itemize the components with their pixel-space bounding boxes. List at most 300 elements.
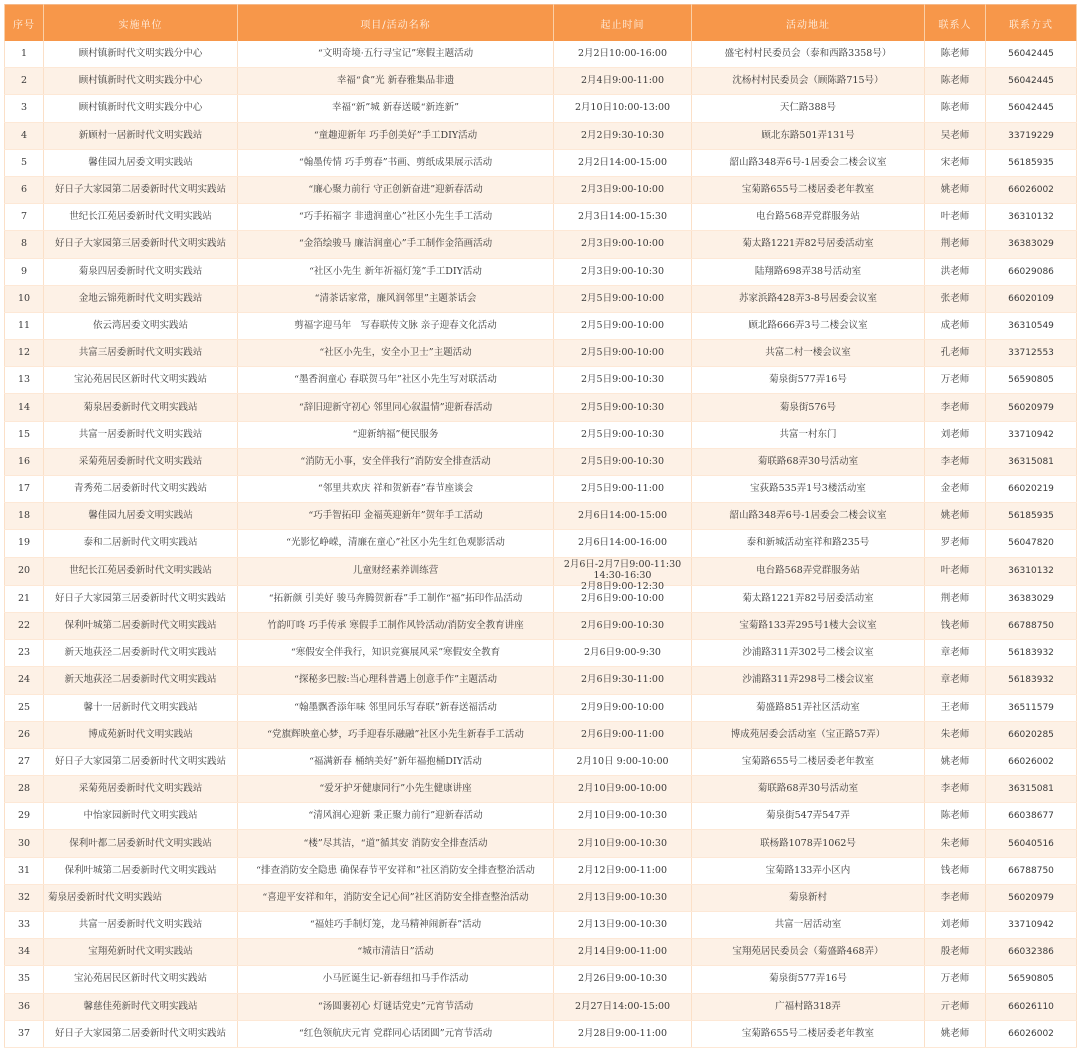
cell-serial-no: 4 [5, 122, 44, 149]
cell-phone: 36315081 [986, 776, 1077, 803]
cell-unit: 顾村镇新时代文明实践分中心 [44, 41, 238, 68]
cell-phone: 36511579 [986, 694, 1077, 721]
cell-address: 菊泉街577弄16号 [692, 367, 925, 394]
cell-time: 2月5日9:00-10:30 [554, 394, 692, 421]
cell-phone: 36315081 [986, 448, 1077, 475]
table-row [5, 912, 1077, 939]
cell-activity-name: “翰墨飘香添年味 邻里同乐写春联”新春送福活动 [238, 694, 554, 721]
cell-unit: 采菊苑居委新时代文明实践站 [44, 776, 238, 803]
cell-time: 2月10日 9:00-10:00 [554, 748, 692, 775]
cell-phone: 36383029 [986, 585, 1077, 612]
cell-phone: 33710942 [986, 421, 1077, 448]
cell-serial-no: 17 [5, 476, 44, 503]
cell-unit: 好日子大家园第二居委新时代文明实践站 [44, 176, 238, 203]
cell-contact-person: 李老师 [925, 884, 986, 911]
cell-unit: 新天地荻泾二居委新时代文明实践站 [44, 640, 238, 667]
cell-unit: 保利叶城第二居委新时代文明实践站 [44, 857, 238, 884]
cell-activity-name: 幸福“新”城 新春送暖“新连新” [238, 95, 554, 122]
table-row [5, 776, 1077, 803]
cell-contact-person: 王老师 [925, 694, 986, 721]
cell-activity-name: “翰墨传情 巧手剪春”书画、剪纸成果展示活动 [238, 149, 554, 176]
cell-address: 共富二村一楼会议室 [692, 340, 925, 367]
cell-contact-person: 叶老师 [925, 204, 986, 231]
cell-time: 2月9日9:00-10:00 [554, 694, 692, 721]
cell-serial-no: 35 [5, 966, 44, 993]
table-header-row [5, 5, 1077, 42]
cell-time: 2月27日14:00-15:00 [554, 993, 692, 1020]
cell-activity-name: “巧手拓福字 非遗润童心”社区小先生手工活动 [238, 204, 554, 231]
cell-unit: 宝翔苑新时代文明实践站 [44, 939, 238, 966]
table-row [5, 176, 1077, 203]
cell-phone: 36310549 [986, 312, 1077, 339]
cell-phone: 56047820 [986, 530, 1077, 557]
cell-address: 韶山路348弄6号-1居委会二楼会议室 [692, 149, 925, 176]
table-row [5, 95, 1077, 122]
table-row [5, 340, 1077, 367]
cell-time: 2月6日9:00-10:00 [554, 585, 692, 612]
cell-activity-name: “廉心聚力前行 守正创新奋进”迎新春活动 [238, 176, 554, 203]
cell-phone: 66029086 [986, 258, 1077, 285]
cell-unit: 依云湾居委文明实践站 [44, 312, 238, 339]
table-row [5, 667, 1077, 694]
cell-activity-name: “福娃巧手制灯笼，龙马精神闹新春”活动 [238, 912, 554, 939]
cell-time: 2月3日9:00-10:00 [554, 231, 692, 258]
cell-contact-person: 洪老师 [925, 258, 986, 285]
cell-address: 电台路568弄党群服务站 [692, 557, 925, 585]
cell-time: 2月28日9:00-11:00 [554, 1020, 692, 1047]
cell-activity-name: “楼”尽其洁，“道”循其安 消防安全排查活动 [238, 830, 554, 857]
table-row [5, 1020, 1077, 1047]
cell-address: 宝菊路655号二楼居委老年教室 [692, 748, 925, 775]
cell-address: 韶山路348弄6号-1居委会二楼会议室 [692, 503, 925, 530]
cell-time: 2月2日9:30-10:30 [554, 122, 692, 149]
cell-address: 苏家浜路428弄3-8号居委会议室 [692, 285, 925, 312]
cell-serial-no: 6 [5, 176, 44, 203]
cell-activity-name: “寒假安全伴我行，知识竞赛展风采”寒假安全教育 [238, 640, 554, 667]
cell-address: 沙浦路311弄298号二楼会议室 [692, 667, 925, 694]
table-row [5, 966, 1077, 993]
cell-unit: 共富三居委新时代文明实践站 [44, 340, 238, 367]
table-row [5, 694, 1077, 721]
cell-unit: 顾村镇新时代文明实践分中心 [44, 95, 238, 122]
cell-serial-no: 11 [5, 312, 44, 339]
time-line: 14:30-16:30 [593, 569, 652, 581]
table-row [5, 149, 1077, 176]
cell-contact-person: 姚老师 [925, 748, 986, 775]
cell-contact-person: 成老师 [925, 312, 986, 339]
cell-activity-name: “党旗辉映童心梦，巧手迎春乐融融”社区小先生新春手工活动 [238, 721, 554, 748]
cell-time: 2月6日9:00-11:00 [554, 721, 692, 748]
cell-unit: 宝沁苑居民区新时代文明实践站 [44, 367, 238, 394]
cell-contact-person: 陈老师 [925, 803, 986, 830]
cell-phone: 66032386 [986, 939, 1077, 966]
cell-contact-person: 叶老师 [925, 557, 986, 585]
cell-activity-name: “喜迎平安祥和年，消防安全记心间”社区消防安全排查整治活动 [238, 884, 554, 911]
cell-activity-name: “探秘多巴胺:当心理科普遇上创意手作”主题活动 [238, 667, 554, 694]
cell-activity-name: “福满新春 桶纳美好”新年福抱桶DIY活动 [238, 748, 554, 775]
table-row [5, 557, 1077, 585]
cell-serial-no: 2 [5, 68, 44, 95]
cell-unit: 保利叶都二居委新时代文明实践站 [44, 830, 238, 857]
cell-activity-name: “清茶话家常，廉风润邻里”主题茶话会 [238, 285, 554, 312]
cell-serial-no: 28 [5, 776, 44, 803]
cell-contact-person: 姚老师 [925, 503, 986, 530]
cell-address: 盛宅村村民委员会（泰和西路3358号） [692, 41, 925, 68]
header-phone: 联系方式 [986, 5, 1077, 42]
cell-address: 菊联路68弄30号活动室 [692, 448, 925, 475]
cell-phone: 56183932 [986, 667, 1077, 694]
cell-serial-no: 33 [5, 912, 44, 939]
cell-activity-name: “邻里共欢庆 祥和贺新春”春节座谈会 [238, 476, 554, 503]
cell-time: 2月26日9:00-10:30 [554, 966, 692, 993]
cell-serial-no: 12 [5, 340, 44, 367]
cell-serial-no: 15 [5, 421, 44, 448]
cell-address: 宝菊路655号二楼居委老年教室 [692, 176, 925, 203]
cell-address: 博成苑居委会活动室（宝正路57弄） [692, 721, 925, 748]
table-row [5, 993, 1077, 1020]
cell-serial-no: 9 [5, 258, 44, 285]
cell-phone: 66038677 [986, 803, 1077, 830]
cell-unit: 保利叶城第二居委新时代文明实践站 [44, 612, 238, 639]
cell-phone: 36310132 [986, 557, 1077, 585]
cell-activity-name: “拓新颜 引美好 骏马奔腾贺新春”手工制作“福”拓印作品活动 [238, 585, 554, 612]
cell-activity-name: “童趣迎新年 巧手创美好”手工DIY活动 [238, 122, 554, 149]
cell-phone: 56020979 [986, 394, 1077, 421]
cell-time: 2月5日9:00-10:00 [554, 340, 692, 367]
cell-serial-no: 24 [5, 667, 44, 694]
cell-address: 菊泉新村 [692, 884, 925, 911]
cell-address: 宝菊路133弄小区内 [692, 857, 925, 884]
cell-serial-no: 29 [5, 803, 44, 830]
table-row [5, 612, 1077, 639]
cell-unit: 世纪长江苑居委新时代文明实践站 [44, 557, 238, 585]
cell-address: 菊泉街577弄16号 [692, 966, 925, 993]
cell-unit: 采菊苑居委新时代文明实践站 [44, 448, 238, 475]
cell-contact-person: 金老师 [925, 476, 986, 503]
cell-contact-person: 荆老师 [925, 231, 986, 258]
cell-activity-name: “爱牙护牙健康同行”小先生健康讲座 [238, 776, 554, 803]
cell-activity-name: “金箔绘骏马 廉洁润童心”手工制作金箔画活动 [238, 231, 554, 258]
cell-serial-no: 19 [5, 530, 44, 557]
cell-serial-no: 10 [5, 285, 44, 312]
cell-contact-person: 宋老师 [925, 149, 986, 176]
cell-time: 2月6日9:30-11:00 [554, 667, 692, 694]
cell-unit: 新天地荻泾二居委新时代文明实践站 [44, 667, 238, 694]
table-row [5, 939, 1077, 966]
cell-time: 2月3日9:00-10:30 [554, 258, 692, 285]
cell-address: 电台路568弄党群服务站 [692, 204, 925, 231]
cell-activity-name: “巧手智拓印 金福英迎新年”贺年手工活动 [238, 503, 554, 530]
cell-phone: 56042445 [986, 41, 1077, 68]
cell-phone: 66020285 [986, 721, 1077, 748]
table-row [5, 448, 1077, 475]
activity-schedule-table-container [4, 4, 1076, 1048]
cell-time: 2月13日9:00-10:30 [554, 912, 692, 939]
cell-phone: 56185935 [986, 149, 1077, 176]
table-row [5, 857, 1077, 884]
table-row [5, 503, 1077, 530]
cell-phone: 66026002 [986, 176, 1077, 203]
cell-serial-no: 31 [5, 857, 44, 884]
cell-activity-name: “消防无小事，安全伴我行”消防安全排查活动 [238, 448, 554, 475]
cell-phone: 66026110 [986, 993, 1077, 1020]
table-row [5, 394, 1077, 421]
cell-phone: 56183932 [986, 640, 1077, 667]
cell-address: 菊联路68弄30号活动室 [692, 776, 925, 803]
cell-activity-name: “社区小先生 新年祈福灯笼”手工DIY活动 [238, 258, 554, 285]
cell-activity-name: “清风润心迎新 秉正聚力前行”迎新春活动 [238, 803, 554, 830]
cell-time: 2月2日10:00-16:00 [554, 41, 692, 68]
cell-time: 2月10日9:00-10:30 [554, 830, 692, 857]
cell-activity-name: “辞旧迎新守初心 邻里同心叙温情”迎新春活动 [238, 394, 554, 421]
cell-contact-person: 罗老师 [925, 530, 986, 557]
cell-time: 2月12日9:00-11:00 [554, 857, 692, 884]
cell-unit: 青秀苑二居委新时代文明实践站 [44, 476, 238, 503]
cell-serial-no: 25 [5, 694, 44, 721]
cell-activity-name: 小马匠诞生记-新春纽扣马手作活动 [238, 966, 554, 993]
cell-serial-no: 5 [5, 149, 44, 176]
cell-address: 共富一村东门 [692, 421, 925, 448]
cell-unit: 菊泉四居委新时代文明实践站 [44, 258, 238, 285]
cell-serial-no: 1 [5, 41, 44, 68]
cell-contact-person: 朱老师 [925, 721, 986, 748]
cell-time: 2月14日9:00-11:00 [554, 939, 692, 966]
header-unit: 实施单位 [44, 5, 238, 42]
cell-time: 2月6日9:00-10:30 [554, 612, 692, 639]
cell-unit: 馨佳园九居委文明实践站 [44, 149, 238, 176]
cell-serial-no: 16 [5, 448, 44, 475]
cell-address: 天仁路388号 [692, 95, 925, 122]
cell-activity-name: 幸福“食”光 新春雅集品非遗 [238, 68, 554, 95]
table-row [5, 68, 1077, 95]
cell-time: 2月5日9:00-10:30 [554, 421, 692, 448]
cell-time [554, 557, 692, 592]
cell-contact-person: 章老师 [925, 640, 986, 667]
cell-phone: 66020109 [986, 285, 1077, 312]
cell-contact-person: 孔老师 [925, 340, 986, 367]
cell-time: 2月3日9:00-10:00 [554, 176, 692, 203]
cell-phone: 36383029 [986, 231, 1077, 258]
cell-unit: 顾村镇新时代文明实践分中心 [44, 68, 238, 95]
table-row [5, 640, 1077, 667]
cell-address: 宝荻路535弄1号3楼活动室 [692, 476, 925, 503]
cell-address: 菊泉街547弄547弄 [692, 803, 925, 830]
table-row [5, 830, 1077, 857]
cell-contact-person: 亓老师 [925, 993, 986, 1020]
cell-contact-person: 李老师 [925, 394, 986, 421]
cell-phone: 66026002 [986, 1020, 1077, 1047]
cell-address: 菊盛路851弄社区活动室 [692, 694, 925, 721]
table-row [5, 585, 1077, 612]
cell-time: 2月6日14:00-16:00 [554, 530, 692, 557]
cell-time: 2月10日9:00-10:00 [554, 776, 692, 803]
activity-schedule-table [4, 4, 1077, 1048]
cell-address: 宝菊路133弄295号1楼大会议室 [692, 612, 925, 639]
table-row [5, 421, 1077, 448]
cell-contact-person: 万老师 [925, 367, 986, 394]
cell-serial-no: 14 [5, 394, 44, 421]
cell-unit: 好日子大家园第三居委新时代文明实践站 [44, 585, 238, 612]
cell-activity-name: 儿童财经素养训练营 [238, 557, 554, 585]
cell-address: 泰和新城活动室祥和路235号 [692, 530, 925, 557]
cell-serial-no: 3 [5, 95, 44, 122]
cell-serial-no: 21 [5, 585, 44, 612]
cell-contact-person: 陈老师 [925, 95, 986, 122]
cell-serial-no: 23 [5, 640, 44, 667]
cell-serial-no: 34 [5, 939, 44, 966]
table-row [5, 367, 1077, 394]
table-row [5, 884, 1077, 911]
cell-unit: 新顾村一居新时代文明实践站 [44, 122, 238, 149]
cell-activity-name: 竹韵叮咚 巧手传承 寒假手工制作风铃活动/消防安全教育讲座 [238, 612, 554, 639]
table-row [5, 748, 1077, 775]
cell-phone: 66020219 [986, 476, 1077, 503]
cell-phone: 66026002 [986, 748, 1077, 775]
cell-contact-person: 章老师 [925, 667, 986, 694]
cell-unit: 菊泉居委新时代文明实践站 [44, 394, 238, 421]
cell-time: 2月5日9:00-10:00 [554, 312, 692, 339]
cell-activity-name: “红色领航庆元宵 党群同心话团圆”元宵节活动 [238, 1020, 554, 1047]
cell-phone: 36310132 [986, 204, 1077, 231]
cell-phone: 56042445 [986, 68, 1077, 95]
cell-phone: 33719229 [986, 122, 1077, 149]
cell-contact-person: 吴老师 [925, 122, 986, 149]
cell-contact-person: 陈老师 [925, 68, 986, 95]
cell-phone: 66788750 [986, 857, 1077, 884]
cell-phone: 33710942 [986, 912, 1077, 939]
cell-serial-no: 7 [5, 204, 44, 231]
cell-contact-person: 荆老师 [925, 585, 986, 612]
time-line: 2月6日-2月7日9:00-11:30 [563, 558, 682, 570]
table-row [5, 721, 1077, 748]
cell-time: 2月5日9:00-10:00 [554, 285, 692, 312]
cell-contact-person: 陈老师 [925, 41, 986, 68]
cell-address: 顾北路666弄3号二楼会议室 [692, 312, 925, 339]
cell-contact-person: 钱老师 [925, 857, 986, 884]
cell-activity-name: “汤圆裹初心 灯谜话党史”元宵节活动 [238, 993, 554, 1020]
cell-time: 2月10日9:00-10:30 [554, 803, 692, 830]
table-row [5, 285, 1077, 312]
cell-serial-no: 22 [5, 612, 44, 639]
table-row [5, 476, 1077, 503]
cell-unit: 世纪长江苑居委新时代文明实践站 [44, 204, 238, 231]
table-row [5, 312, 1077, 339]
cell-address: 宝菊路655号二楼居委老年教室 [692, 1020, 925, 1047]
table-row [5, 258, 1077, 285]
cell-unit: 馨十一居新时代文明实践站 [44, 694, 238, 721]
cell-phone: 33712553 [986, 340, 1077, 367]
cell-address: 陆翔路698弄38号活动室 [692, 258, 925, 285]
cell-phone: 66788750 [986, 612, 1077, 639]
cell-serial-no: 30 [5, 830, 44, 857]
cell-activity-name: “光影忆峥嵘，清廉在童心”社区小先生红色观影活动 [238, 530, 554, 557]
cell-contact-person: 朱老师 [925, 830, 986, 857]
cell-serial-no: 8 [5, 231, 44, 258]
cell-address: 广福村路318弄 [692, 993, 925, 1020]
cell-unit: 共富一居委新时代文明实践站 [44, 421, 238, 448]
table-row [5, 530, 1077, 557]
header-serial-no: 序号 [5, 5, 44, 42]
table-row [5, 803, 1077, 830]
cell-unit: 馨佳园九居委文明实践站 [44, 503, 238, 530]
cell-contact-person: 姚老师 [925, 176, 986, 203]
cell-serial-no: 32 [5, 884, 44, 911]
cell-activity-name: 剪福字迎马年 写春联传文脉 亲子迎春文化活动 [238, 312, 554, 339]
cell-serial-no: 36 [5, 993, 44, 1020]
cell-phone: 56042445 [986, 95, 1077, 122]
cell-contact-person: 李老师 [925, 776, 986, 803]
header-activity-name: 项目/活动名称 [238, 5, 554, 42]
cell-serial-no: 27 [5, 748, 44, 775]
cell-address: 宝翔苑居民委员会（菊盛路468弄） [692, 939, 925, 966]
cell-time: 2月13日9:00-10:30 [554, 884, 692, 911]
cell-contact-person: 钱老师 [925, 612, 986, 639]
cell-address: 联杨路1078弄1062号 [692, 830, 925, 857]
cell-time: 2月4日9:00-11:00 [554, 68, 692, 95]
cell-time: 2月10日10:00-13:00 [554, 95, 692, 122]
cell-time: 2月3日14:00-15:30 [554, 204, 692, 231]
cell-activity-name: “社区小先生，安全小卫士”主题活动 [238, 340, 554, 367]
cell-address: 菊太路1221弄82号居委活动室 [692, 585, 925, 612]
table-body [5, 41, 1077, 1047]
cell-unit: 中怡家园新时代文明实践站 [44, 803, 238, 830]
cell-serial-no: 18 [5, 503, 44, 530]
table-row [5, 231, 1077, 258]
cell-contact-person: 李老师 [925, 448, 986, 475]
cell-phone: 56590805 [986, 367, 1077, 394]
header-address: 活动地址 [692, 5, 925, 42]
multi-line-time [556, 558, 689, 592]
cell-unit: 菊泉居委新时代文明实践站 [44, 884, 238, 911]
cell-phone: 56185935 [986, 503, 1077, 530]
cell-contact-person: 张老师 [925, 285, 986, 312]
cell-contact-person: 姚老师 [925, 1020, 986, 1047]
cell-unit: 宝沁苑居民区新时代文明实践站 [44, 966, 238, 993]
cell-serial-no: 37 [5, 1020, 44, 1047]
cell-time: 2月5日9:00-10:30 [554, 448, 692, 475]
cell-activity-name: “文明奇境·五行寻宝记”寒假主题活动 [238, 41, 554, 68]
table-row [5, 122, 1077, 149]
cell-address: 菊泉街576号 [692, 394, 925, 421]
cell-contact-person: 殷老师 [925, 939, 986, 966]
cell-serial-no: 20 [5, 557, 44, 585]
cell-unit: 共富一居委新时代文明实践站 [44, 912, 238, 939]
table-row [5, 41, 1077, 68]
cell-phone: 56040516 [986, 830, 1077, 857]
cell-unit: 好日子大家园第二居委新时代文明实践站 [44, 1020, 238, 1047]
cell-contact-person: 刘老师 [925, 421, 986, 448]
cell-unit: 金地云锦苑新时代文明实践站 [44, 285, 238, 312]
table-row [5, 204, 1077, 231]
cell-unit: 泰和二居新时代文明实践站 [44, 530, 238, 557]
cell-contact-person: 刘老师 [925, 912, 986, 939]
cell-activity-name: “排查消防安全隐患 确保春节平安祥和”社区消防安全排查整治活动 [238, 857, 554, 884]
cell-address: 菊太路1221弄82号居委活动室 [692, 231, 925, 258]
cell-time: 2月6日14:00-15:00 [554, 503, 692, 530]
cell-unit: 馨慈佳苑新时代文明实践站 [44, 993, 238, 1020]
time-line: 2月8日9:00-12:30 [580, 580, 664, 592]
cell-activity-name: “墨香润童心 春联贺马年”社区小先生写对联活动 [238, 367, 554, 394]
cell-activity-name: “迎新纳福”便民服务 [238, 421, 554, 448]
cell-serial-no: 13 [5, 367, 44, 394]
cell-unit: 博成苑新时代文明实践站 [44, 721, 238, 748]
cell-serial-no: 26 [5, 721, 44, 748]
cell-contact-person: 万老师 [925, 966, 986, 993]
header-contact-person: 联系人 [925, 5, 986, 42]
cell-unit: 好日子大家园第二居委新时代文明实践站 [44, 748, 238, 775]
cell-address: 共富一居活动室 [692, 912, 925, 939]
cell-time: 2月2日14:00-15:00 [554, 149, 692, 176]
